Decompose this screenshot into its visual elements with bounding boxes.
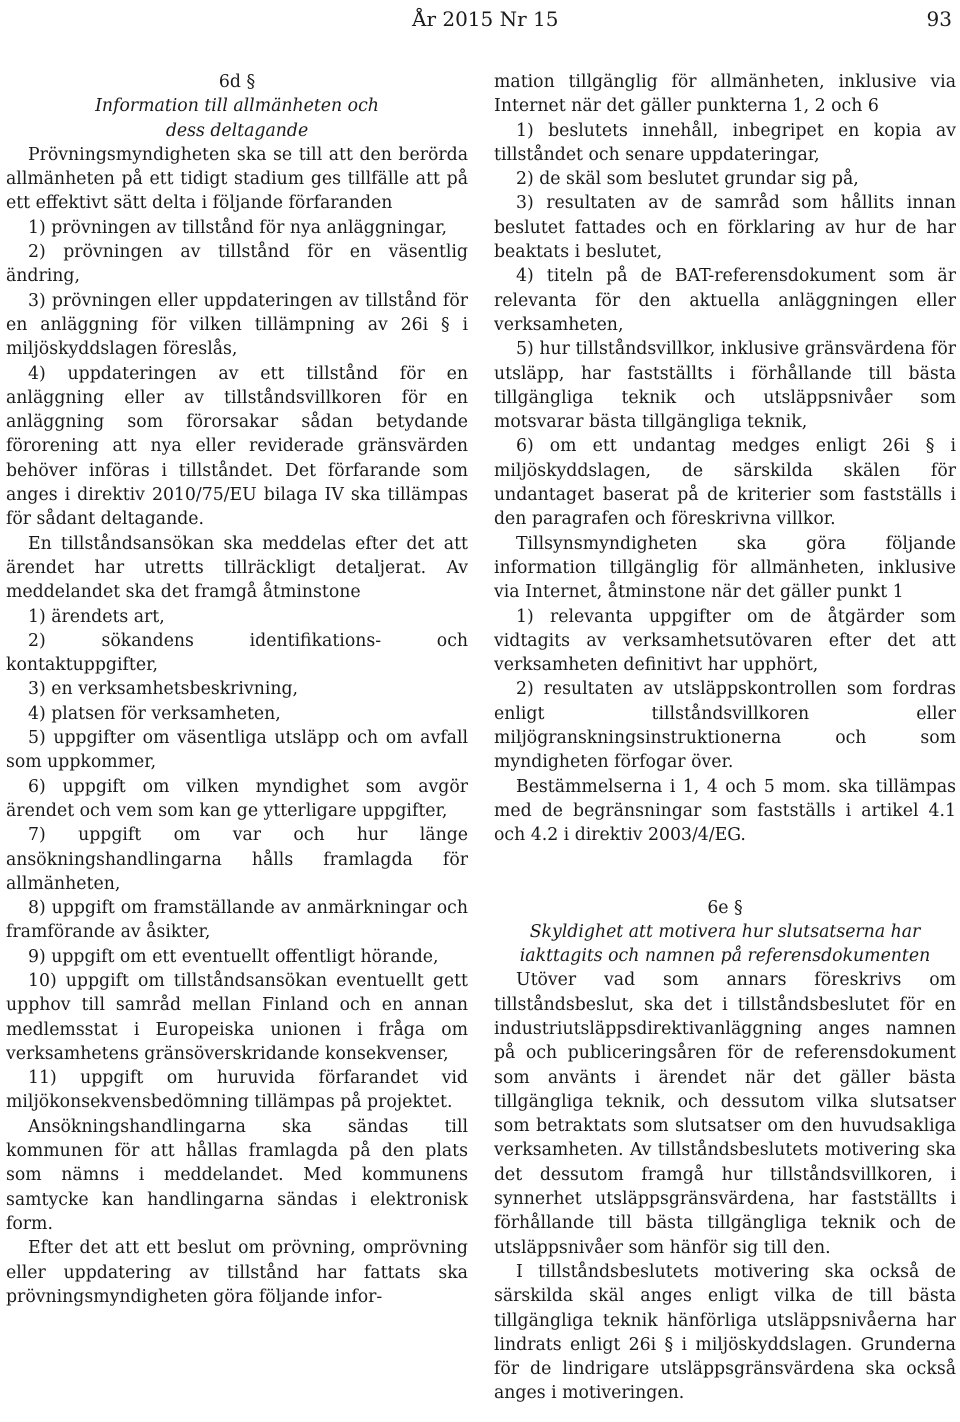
section-title-line-1: Information till allmänheten och <box>95 96 379 117</box>
list-item: 10) uppgift om tillståndsansökan eventuellt gett upphov till samråd mellan Finland och en annan medlemsstat i Europeiska unionen i fråga om verksamhetens gränsöverskridande konsekvenser, <box>6 970 468 1064</box>
paragraph: mation tillgänglig för allmänheten, inklusive via Internet när det gäller punkterna 1, 2 och 6 <box>494 72 956 117</box>
left-column <box>6 70 468 1309</box>
list-item: 4) uppdateringen av ett tillstånd för en anläggning eller av tillståndsvillkoren för en anläggning som förorsakar sådan betydande förorening att nya eller reviderade gränsvärden behöver införas i tillståndet. Det förfarande som anges i direktiv 2010/75/EU bilaga IV ska tillämpas för sådant deltagande. <box>6 363 468 530</box>
paragraph: Prövningsmyndigheten ska se till att den berörda allmänheten på ett tidigt stadium ges tillfälle att på ett effektivt sätt delta i följande förfaranden <box>6 144 468 214</box>
paragraph: Bestämmelserna i 1, 4 och 5 mom. ska tillämpas med de begränsningar som fastställs i artikel 4.1 och 4.2 i direktiv 2003/4/EG. <box>494 776 956 846</box>
paragraph: Tillsynsmyndigheten ska göra följande information tillgänglig för allmänheten, inklusive via Internet, åtminstone när det gäller punkt 1 <box>494 533 956 603</box>
paragraph: En tillståndsansökan ska meddelas efter det att ärendet har utretts tillräckligt detaljerat. Av meddelandet ska det framgå åtminstone <box>6 533 468 603</box>
list-item: 7) uppgift om var och hur länge ansökningshandlingarna hålls framlagda för allmänheten, <box>6 825 468 894</box>
list-item: 6) uppgift om vilken myndighet som avgör ärendet och vem som kan ge ytterligare uppgifter, <box>6 776 468 821</box>
list-item: 4) platsen för verksamheten, <box>28 703 281 724</box>
section-title-line-1: Skyldighet att motivera hur slutsatserna har <box>529 921 921 942</box>
section-number: 6e § <box>707 897 743 918</box>
section-number: 6d § <box>218 72 256 92</box>
list-item: 3) resultaten av de samråd som hållits innan beslutet fattades och en förklaring av hur de har beaktats i beslutet, <box>494 193 956 263</box>
paragraph: Efter det att ett beslut om prövning, omprövning eller uppdatering av tillstånd har fattats ska prövningsmyndigheten göra följande infor- <box>6 1238 468 1307</box>
paragraph: I tillståndsbeslutets motivering ska också de särskilda skäl anges enligt vilka de till bästa tillgängliga teknik hänförliga utsläppsnivåerna har lindrats enligt 26i § i miljöskyddslagen. Grunderna för de lindrigare utsläppsgränsvärdena ska också anges i motiveringen. <box>494 1261 956 1404</box>
list-item: 4) titeln på de BAT-referensdokument som är relevanta för den aktuella anläggningen eller verksamheten, <box>494 266 956 335</box>
section-title-line-2: iakttagits och namnen på referensdokumenten <box>519 946 931 967</box>
list-item: 1) ärendets art, <box>28 606 165 627</box>
list-item: 1) beslutets innehåll, inbegripet en kopia av tillståndet och senare uppdateringar, <box>494 120 956 165</box>
paragraph: Utöver vad som annars föreskrivs om tillståndsbeslut, ska det i tillståndsbeslutet för en industriutsläppsdirektivanläggning anges namnen på och publiceringsåren för de referensdokument som använts i ärendet när det gäller bästa tillgängliga teknik, och dessutom vilka slutsatser som betraktats som slutsatser om den huvudsakliga verksamheten. Av tillståndsbeslutets motivering ska det dessutom framgå hur tillståndsvillkoren, i synnerhet utsläppsgränsvärdena, har fastställts i förhållande till bästa tillgängliga teknik och de utsläppsnivåer som hänför sig till den. <box>494 970 956 1258</box>
right-column <box>494 70 956 1406</box>
list-item: 11) uppgift om huruvida förfarandet vid miljökonsekvensbedömning tillämpas på projektet. <box>6 1068 468 1113</box>
list-item: 1) prövningen av tillstånd för nya anläggningar, <box>28 217 447 238</box>
list-item: 5) hur tillståndsvillkor, inklusive gränsvärdena för utsläpp, har fastställts i förhållande till bästa tillgängliga teknik och utsläppsnivåer som motsvarar bästa tillgängliga teknik, <box>494 339 956 433</box>
list-item: 2) sökandens identifikations- och kontaktuppgifter, <box>6 630 468 676</box>
issue-label: År 2015 Nr 15 <box>412 7 559 31</box>
list-item: 2) prövningen av tillstånd för en väsentlig ändring, <box>6 242 468 287</box>
list-item: 5) uppgifter om väsentliga utsläpp och om avfall som uppkommer, <box>6 728 468 773</box>
list-item: 9) uppgift om ett eventuellt offentligt hörande, <box>28 946 439 967</box>
list-item: 6) om ett undantag medges enligt 26i § i miljöskyddslagen, de särskilda skälen för undantaget baserat på de kriterier som fastställs i den paragrafen och föreskrivna villkor. <box>494 436 956 530</box>
page-header <box>0 6 960 32</box>
list-item: 1) relevanta uppgifter om de åtgärder som vidtagits av verksamhetsutövaren efter det att verksamheten definitivt har upphört, <box>494 606 956 676</box>
list-item: 3) en verksamhetsbeskrivning, <box>28 679 299 700</box>
list-item: 2) resultaten av utsläppskontrollen som fordras enligt tillståndsvillkoren eller miljögranskningsinstruktionerna och som myndigheten förfogar över. <box>494 679 956 773</box>
section-spacer <box>494 848 956 896</box>
page-number: 93 <box>926 7 952 31</box>
list-item: 2) de skäl som beslutet grundar sig på, <box>516 169 859 190</box>
list-item: 8) uppgift om framställande av anmärkningar och framförande av åsikter, <box>6 898 468 943</box>
list-item: 3) prövningen eller uppdateringen av tillstånd för en anläggning för vilken tillämpning av 26i § i miljöskyddslagen föreslås, <box>6 290 468 360</box>
section-title-line-2: dess deltagande <box>165 120 309 141</box>
paragraph: Ansökningshandlingarna ska sändas till kommunen för att hållas framlagda på den plats som nämns i meddelandet. Med kommunens samtycke kan handlingarna sändas i elektronisk form. <box>6 1116 468 1234</box>
